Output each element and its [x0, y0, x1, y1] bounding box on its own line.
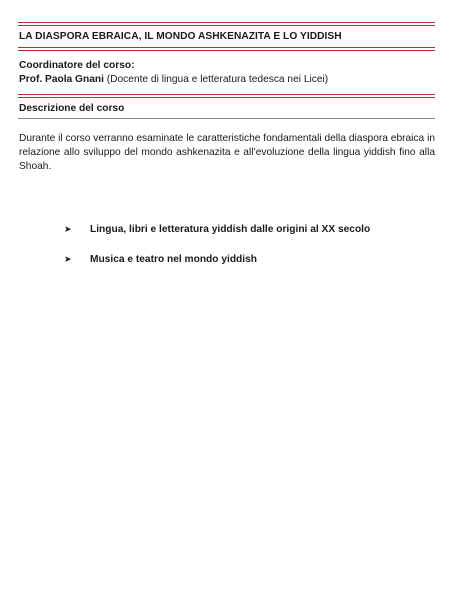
arrow-bullet-icon: ➤ [64, 224, 72, 234]
description-body: Durante il corso verranno esaminate le caratteristiche fondamentali della diaspora ebraica in relazione allo sviluppo del mondo ashkenazita e all’evoluzione della lingua yiddish fino alla Shoah. [19, 133, 435, 172]
title-rule-bottom-inner [18, 50, 435, 51]
title-rule-top-inner [18, 25, 435, 26]
coordinator-role: (Docente di lingua e letteratura tedesca nei Licei) [106, 74, 329, 85]
title-rule-bottom [18, 47, 435, 48]
topic-label: Musica e teatro nel mondo yiddish [90, 254, 257, 265]
title-rule-top [18, 22, 435, 23]
topic-label: Lingua, libri e letteratura yiddish dalle origini al XX secolo [90, 224, 371, 235]
coordinator-name: Prof. Paola Gnani [19, 74, 104, 85]
description-label: Descrizione del corso [19, 103, 125, 114]
coordinator-rule-top [18, 94, 435, 95]
course-title: LA DIASPORA EBRAICA, IL MONDO ASHKENAZITA E LO YIDDISH [19, 31, 342, 42]
arrow-bullet-icon: ➤ [64, 254, 72, 264]
topics-list [64, 222, 370, 282]
list-item [64, 222, 370, 237]
coordinator-label: Coordinatore del corso: [19, 60, 135, 71]
description-rule [18, 118, 435, 119]
coordinator-line [19, 74, 328, 85]
coordinator-rule-bottom [18, 97, 435, 98]
list-item [64, 252, 370, 267]
